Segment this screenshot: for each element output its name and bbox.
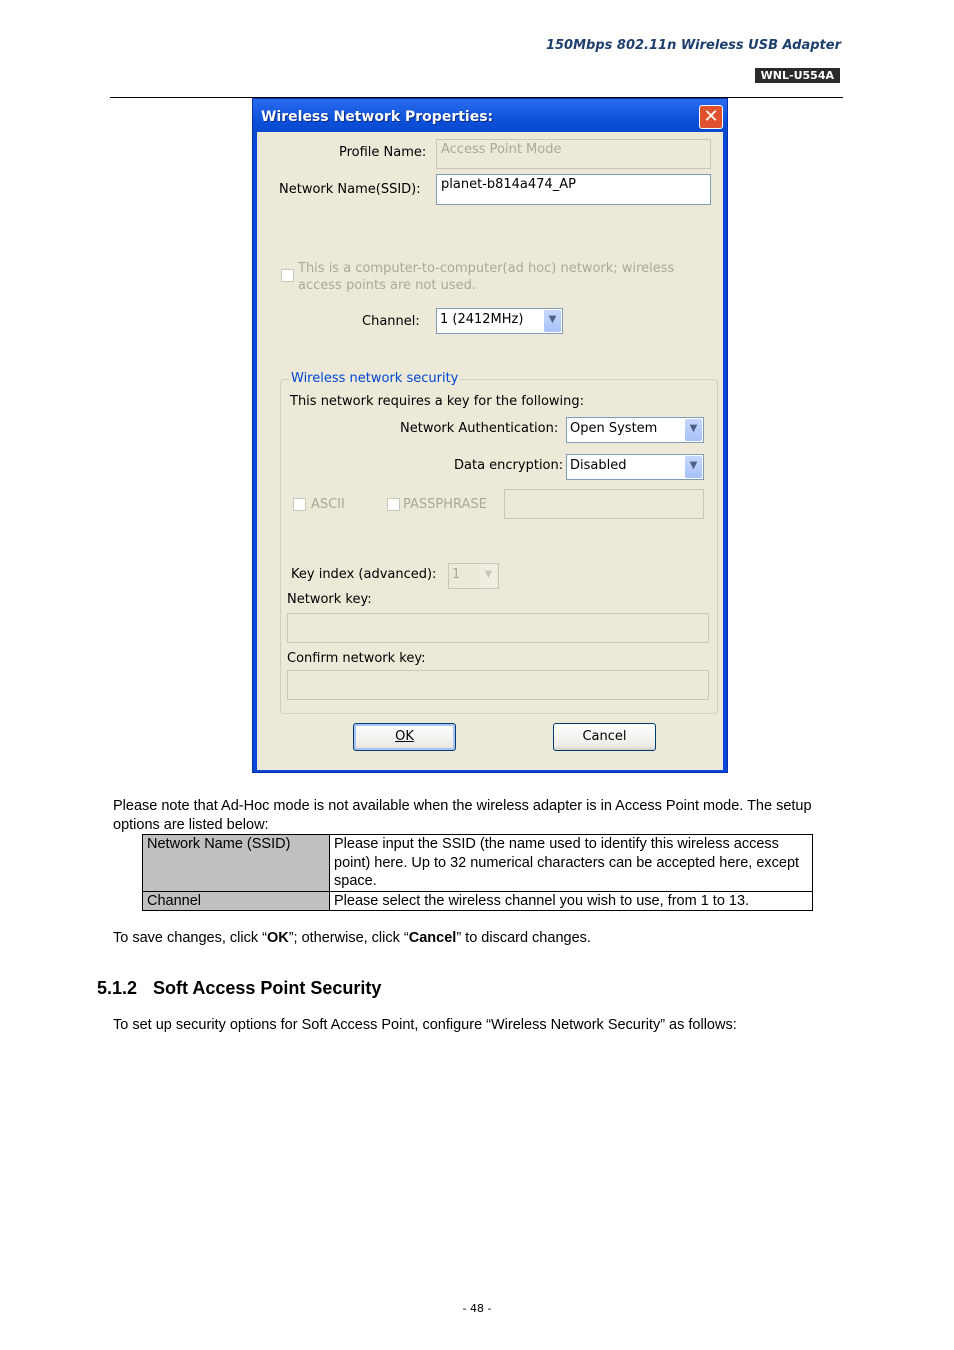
save-text: ”; otherwise, click “ <box>288 930 409 946</box>
auth-label: Network Authentication: <box>400 421 559 436</box>
encryption-select[interactable] <box>566 454 704 480</box>
table-key: Channel <box>143 891 330 911</box>
auth-value: Open System <box>570 421 658 436</box>
channel-value: 1 (2412MHz) <box>440 312 524 327</box>
security-legend: Wireless network security <box>291 371 459 386</box>
close-icon[interactable]: ✕ <box>699 105 723 129</box>
channel-select[interactable] <box>436 308 563 334</box>
confirm-key-field <box>287 670 709 700</box>
cancel-button[interactable]: Cancel <box>553 723 656 751</box>
section-text: To set up security options for Soft Access Point, configure “Wireless Network Security” as follows: <box>113 1017 737 1033</box>
dialog-title: Wireless Network Properties: <box>261 109 494 125</box>
ok-keyword: OK <box>266 930 289 946</box>
channel-label: Channel: <box>362 314 420 329</box>
confirm-key-label: Confirm network key: <box>287 651 426 666</box>
chevron-down-icon[interactable]: ▼ <box>544 310 561 332</box>
key-index-value: 1 <box>452 567 461 582</box>
profile-name-label: Profile Name: <box>339 145 427 160</box>
ssid-input[interactable]: planet-b814a474_AP <box>436 174 711 205</box>
key-index-label: Key index (advanced): <box>291 567 437 582</box>
save-text: ” to discard changes. <box>456 930 591 946</box>
chevron-down-icon[interactable]: ▼ <box>685 456 702 478</box>
ascii-checkbox <box>293 498 306 511</box>
profile-name-field: Access Point Mode <box>436 139 711 169</box>
wireless-network-properties-dialog <box>252 98 728 773</box>
save-instructions <box>113 929 848 948</box>
table-row <box>143 835 813 892</box>
dialog-body <box>257 132 723 770</box>
model-badge: WNL-U554A <box>755 68 840 83</box>
adhoc-text-line2: access points are not used. <box>298 278 476 293</box>
section-title: Soft Access Point Security <box>153 978 382 998</box>
ssid-label: Network Name(SSID): <box>279 182 421 197</box>
adhoc-text-line1: This is a computer-to-computer(ad hoc) network; wireless <box>298 261 675 276</box>
section-heading <box>97 978 381 999</box>
page-number: - 48 - <box>462 1302 492 1315</box>
cancel-keyword: Cancel <box>408 930 457 946</box>
passphrase-checkbox <box>387 498 400 511</box>
auth-select[interactable] <box>566 417 704 443</box>
ascii-label: ASCII <box>311 497 345 512</box>
encryption-label: Data encryption: <box>454 458 564 473</box>
table-row <box>143 891 813 911</box>
adhoc-note: Please note that Ad-Hoc mode is not available when the wireless adapter is in Access Point mode. The setup options are listed below: <box>113 798 812 833</box>
ok-button-label: OK <box>395 729 414 744</box>
section-number: 5.1.2 <box>97 978 138 998</box>
adhoc-checkbox <box>281 269 294 282</box>
passphrase-field <box>504 489 704 519</box>
header-title: 150Mbps 802.11n Wireless USB Adapter <box>545 38 841 53</box>
chevron-down-icon[interactable]: ▼ <box>685 419 702 441</box>
chevron-down-icon: ▼ <box>480 565 497 587</box>
network-key-label: Network key: <box>287 592 372 607</box>
network-key-field <box>287 613 709 643</box>
encryption-value: Disabled <box>570 458 627 473</box>
table-desc: Please select the wireless channel you wish to use, from 1 to 13. <box>330 891 813 911</box>
table-desc: Please input the SSID (the name used to identify this wireless access point) here. Up to 32 numerical characters can be accepted here, except space. <box>330 835 813 892</box>
requires-key-text: This network requires a key for the following: <box>290 394 585 409</box>
settings-table <box>142 834 813 911</box>
ok-button[interactable] <box>353 723 456 751</box>
key-index-select <box>448 563 499 589</box>
passphrase-label: PASSPHRASE <box>403 497 487 512</box>
save-text: To save changes, click “ <box>113 930 267 946</box>
table-key: Network Name (SSID) <box>143 835 330 892</box>
